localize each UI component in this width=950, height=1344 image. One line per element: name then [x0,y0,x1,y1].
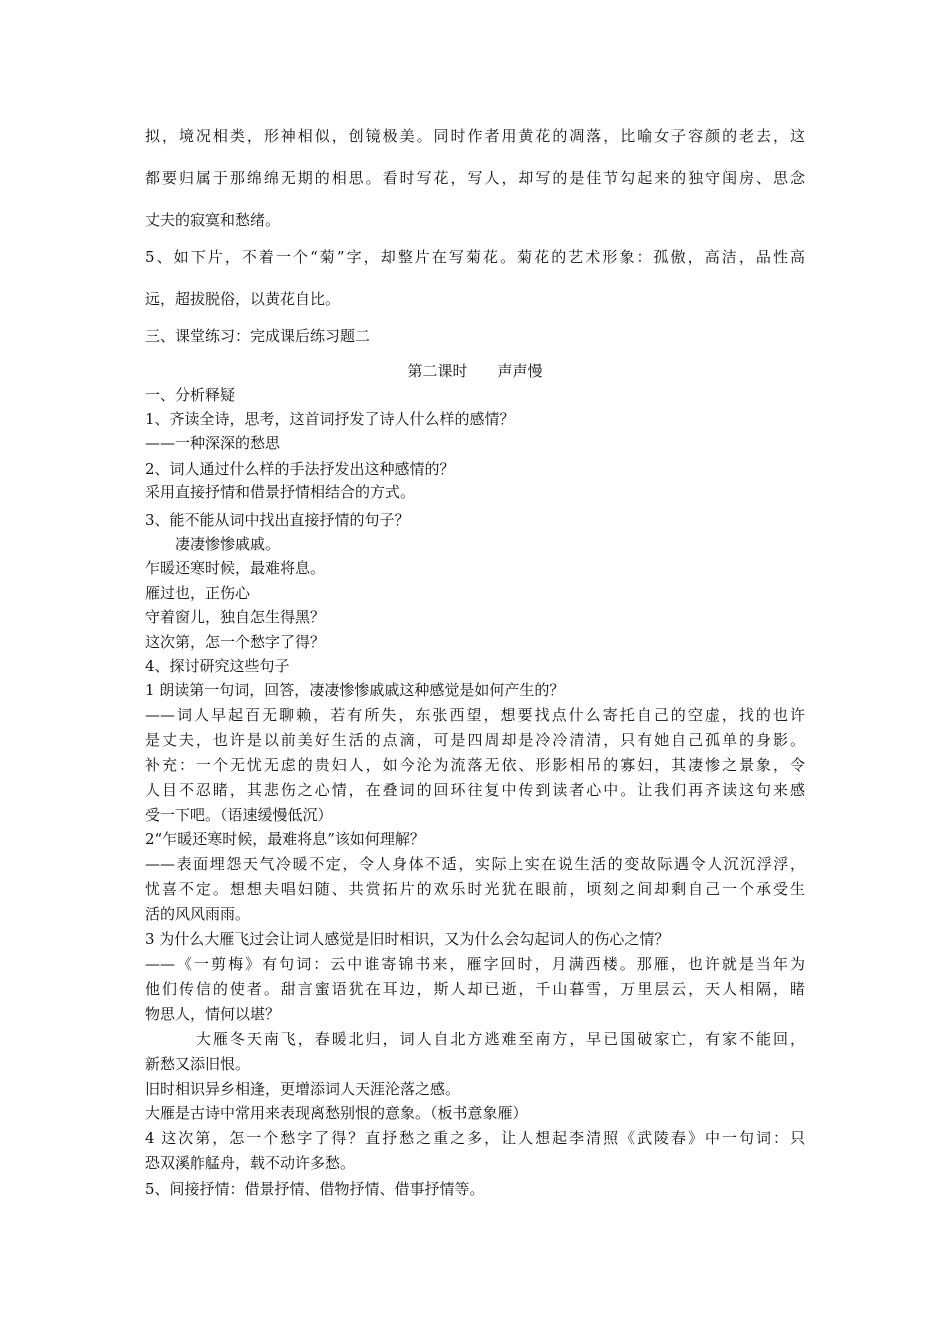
paragraph-line: 是丈夫，也许是以前美好生活的点滴，可是四周却是冷冷清清，只有她自己孤单的身影。 [145,731,805,749]
paragraph-line: 大雁冬天南飞，春暖北归，词人自北方逃难至南方，早已国破家亡，有家不能回， [145,1030,805,1048]
paragraph-line: 远，超拔脱俗，以黄花自比。 [145,290,341,308]
section-heading: 三、课堂练习：完成课后练习题二 [145,327,371,345]
question-line: 3 为什么大雁飞过会让词人感觉是旧时相识，又为什么会勾起词人的伤心之情？ [145,930,670,948]
paragraph-line: 忧喜不定。想想夫唱妇随、共赏拓片的欢乐时光犹在眼前，顷刻之间却剩自己一个承受生 [145,880,805,898]
question-line: 3、能不能从词中找出直接抒情的句子？ [145,511,410,529]
answer-line: 采用直接抒情和借景抒情相结合的方式。 [145,483,416,501]
paragraph-line: 丈夫的寂寞和愁绪。 [145,211,281,229]
paragraph-line: 5、如下片，不着一个“菊”字，却整片在写菊花。菊花的艺术形象：孤傲，高洁，品性高 [145,248,805,266]
answer-line: ——一种深深的愁思 [145,434,281,452]
poem-line: 乍暖还寒时候，最难将息。 [145,559,326,577]
poem-line: 凄凄惨惨戚戚。 [145,535,281,553]
question-line: 2、词人通过什么样的手法抒发出这种感情的？ [145,460,455,478]
paragraph-line: ——词人早起百无聊赖，若有所失，东张西望，想要找点什么寄托自己的空虚，找的也许 [145,706,805,724]
paragraph-line: 4 这次第，怎一个愁字了得？直抒愁之重之多，让人想起李清照《武陵春》中一句词：只 [145,1129,805,1147]
lesson-title: 第二课时 声声慢 [407,362,543,380]
paragraph-line: 新愁又添旧恨。 [145,1055,251,1073]
question-line: 1 朗读第一句词，回答，凄凄惨惨戚戚这种感觉是如何产生的？ [145,681,565,699]
poem-line: 雁过也，正伤心 [145,584,251,602]
paragraph-line: ——表面埋怨天气冷暖不定，令人身体不适，实际上实在说生活的变故际遇令人沉沉浮浮， [145,855,805,873]
poem-line: 守着窗儿，独自怎生得黑？ [145,608,326,626]
question-line: 1、齐读全诗，思考，这首词抒发了诗人什么样的感情？ [145,410,515,428]
paragraph-line: 人目不忍睹，其悲伤之心情，在叠词的回环往复中传到读者心中。让我们再齐读这句来感 [145,781,805,799]
section-heading: 一、分析释疑 [145,386,236,404]
question-line: 2“乍暖还寒时候，最难将息”该如何理解？ [145,830,425,848]
paragraph-line: 大雁是古诗中常用来表现离愁别恨的意象。（板书意象雁） [145,1104,528,1122]
paragraph-line: 物思人，情何以堪？ [145,1005,281,1023]
paragraph-line: 活的风风雨雨。 [145,905,251,923]
paragraph-line: 旧时相识异乡相逢，更增添词人天涯沦落之感。 [145,1080,461,1098]
paragraph-line: ——《一剪梅》有句词：云中谁寄锦书来，雁字回时，月满西楼。那雁，也许就是当年为 [145,955,805,973]
paragraph-line: 补充：一个无忧无虑的贵妇人，如今沦为流落无依、形影相吊的寡妇，其凄惨之景象，令 [145,756,805,774]
paragraph-line: 都要归属于那绵绵无期的相思。看时写花，写人，却写的是佳节勾起来的独守闺房、思念 [145,169,805,187]
question-line: 4、探讨研究这些句子 [145,657,290,675]
paragraph-line: 恐双溪舴艋舟，载不动许多愁。 [145,1154,356,1172]
paragraph-line: 拟，境况相类，形神相似，创镜极美。同时作者用黄花的凋落，比喻女子容颜的老去，这 [145,127,805,145]
paragraph-line: 5、间接抒情：借景抒情、借物抒情、借事抒情等。 [145,1180,485,1198]
paragraph-line: 他们传信的使者。甜言蜜语犹在耳边，斯人却已逝，千山暮雪，万里层云，天人相隔，睹 [145,980,805,998]
paragraph-line: 受一下吧。（语速缓慢低沉） [145,806,333,824]
poem-line: 这次第，怎一个愁字了得？ [145,633,326,651]
